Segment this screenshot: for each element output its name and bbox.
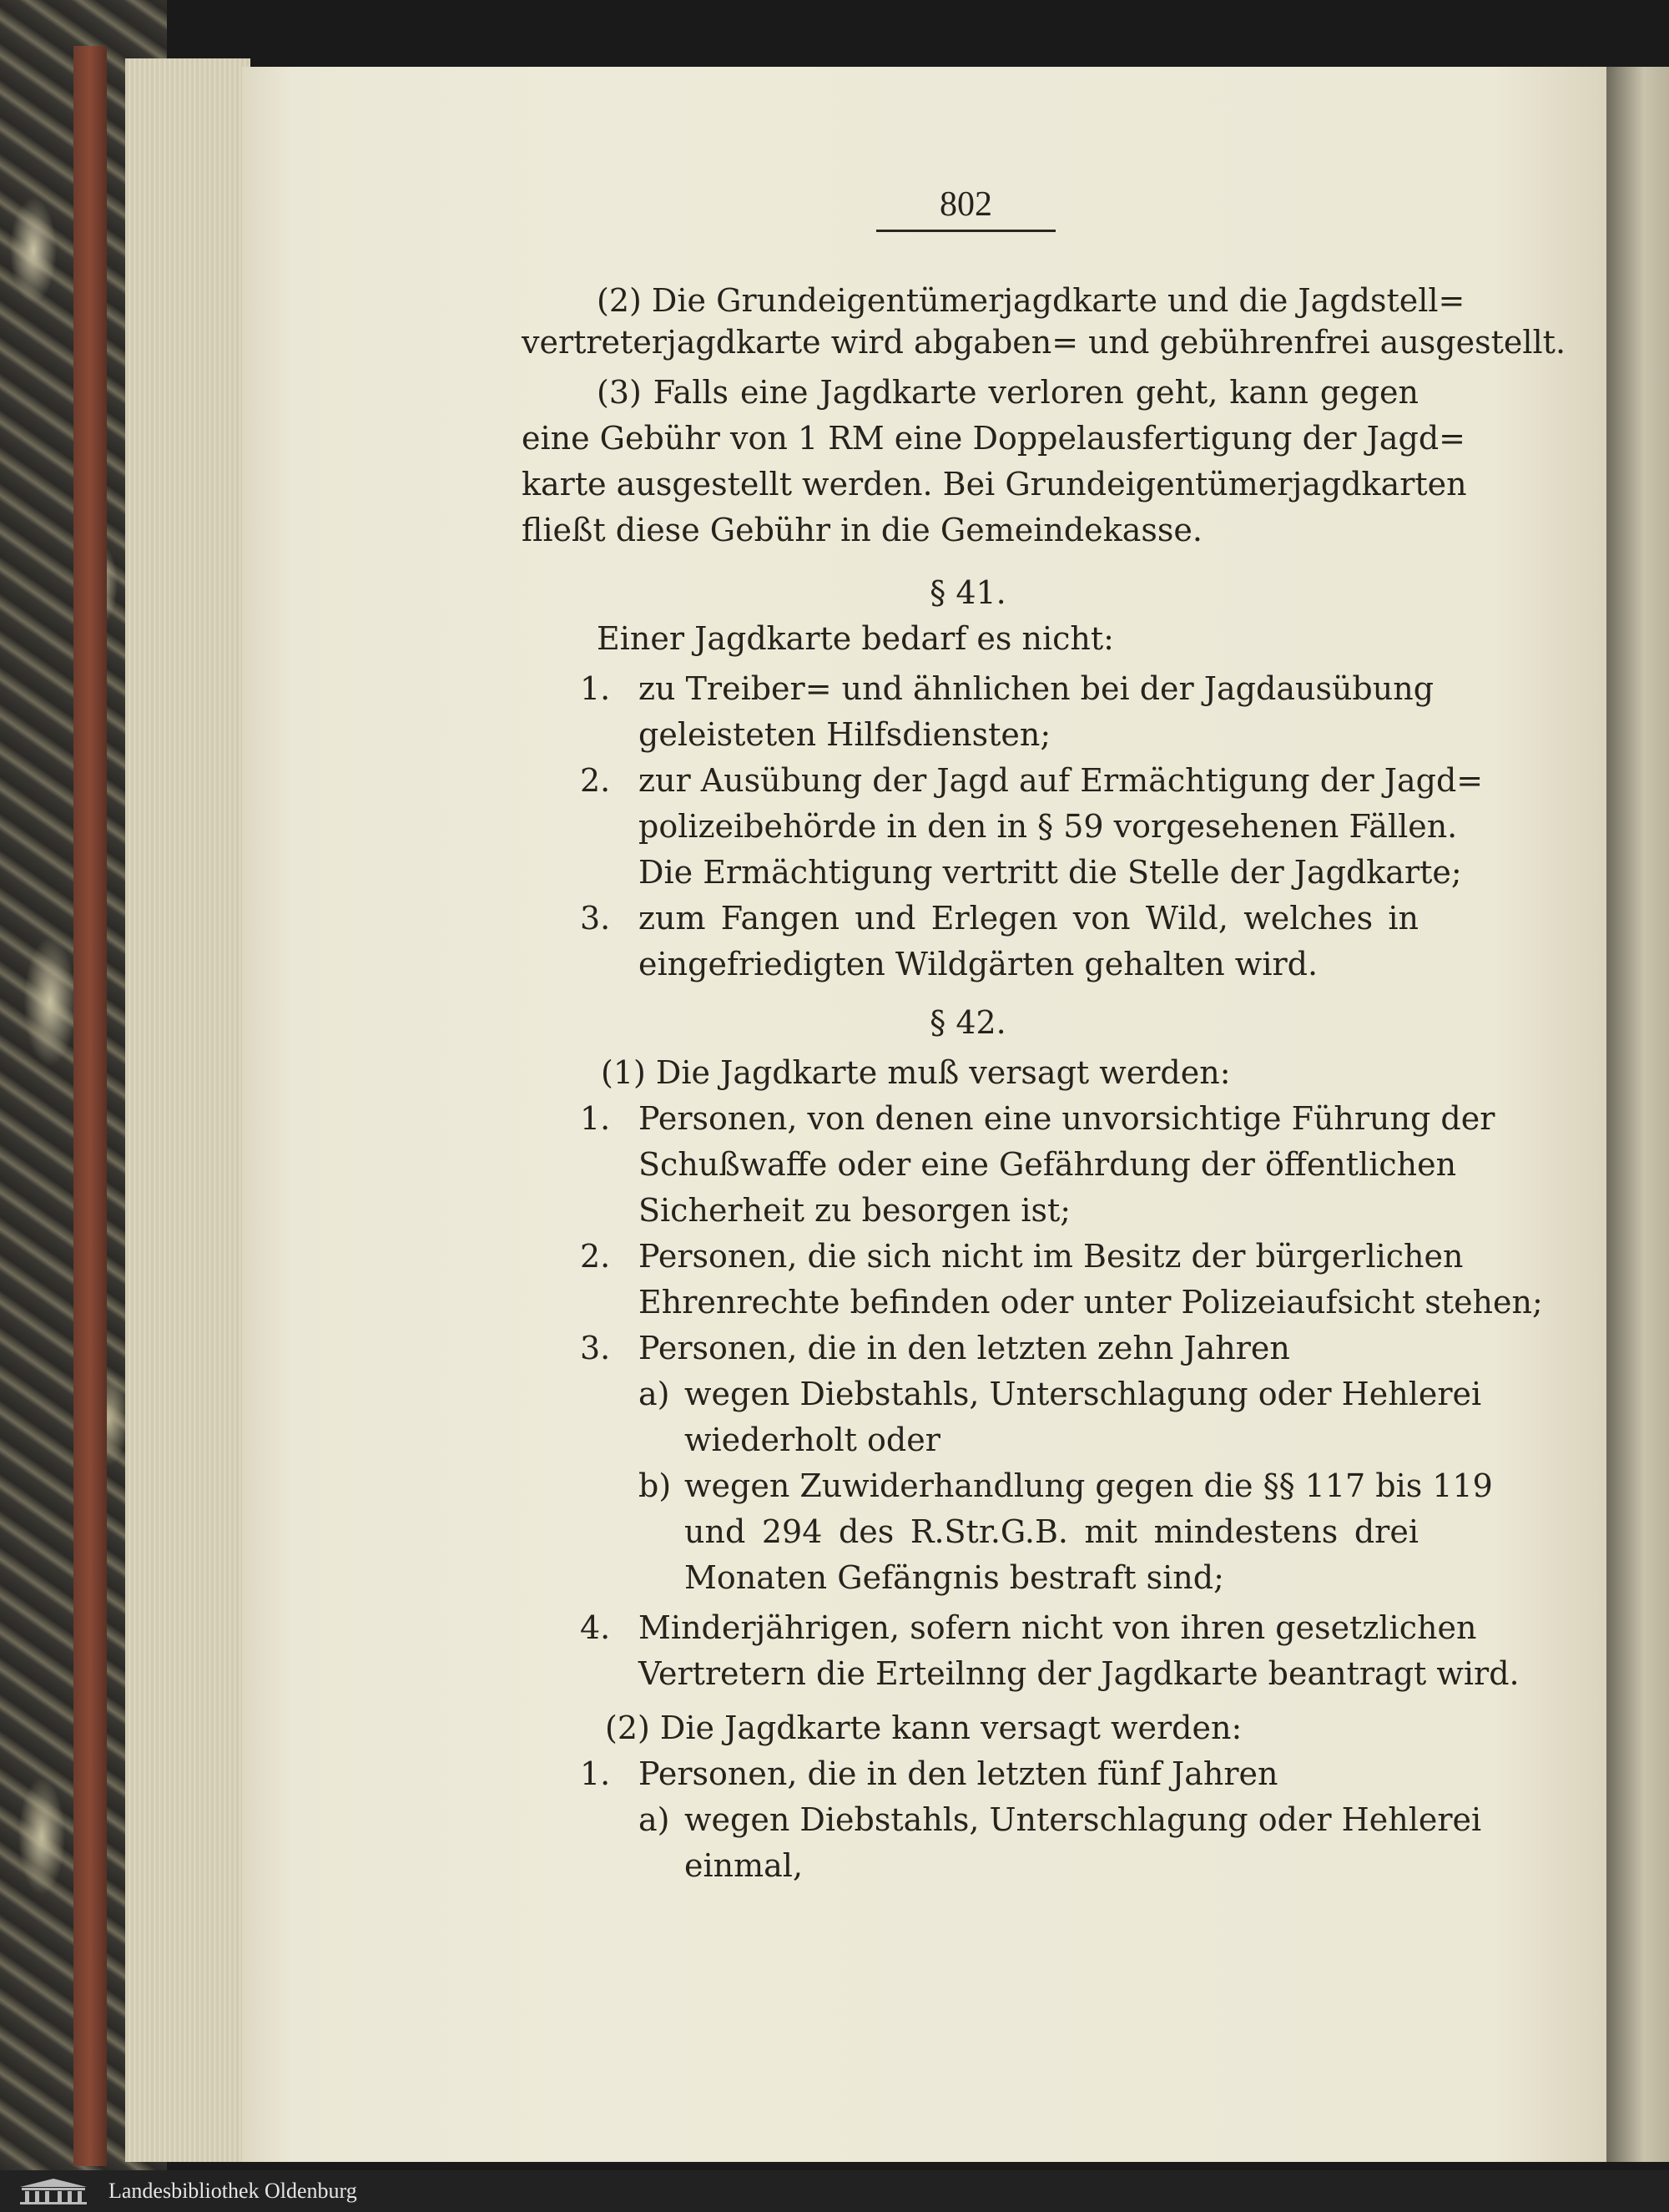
section-42-item-1-line-3: Sicherheit zu besorgen ist; bbox=[638, 1192, 1071, 1229]
section-42-item-3-number: 3. bbox=[580, 1330, 611, 1366]
section-41-item-3-line-1: zum Fangen und Erlegen von Wild, welches in bbox=[638, 900, 1419, 937]
section-42-p2-item-1-line-1: Personen, die in den letzten fünf Jahren bbox=[638, 1755, 1278, 1792]
section-41-item-2-line-1: zur Ausübung der Jagd auf Ermächtigung der Jagd= bbox=[638, 762, 1484, 799]
page-gutter bbox=[1606, 67, 1669, 2162]
section-42-item-4-line-2: Vertretern die Erteilnng der Jagdkarte beantragt wird. bbox=[638, 1655, 1520, 1692]
section-41-item-3-number: 3. bbox=[580, 900, 611, 937]
section-42-p2-item-1-number: 1. bbox=[580, 1755, 611, 1792]
section-42-item-3a-line-1: wegen Diebstahls, Unterschlagung oder Hehlerei bbox=[684, 1376, 1482, 1412]
library-building-icon bbox=[12, 2177, 95, 2205]
section-42-p1-intro: (1) Die Jagdkarte muß versagt werden: bbox=[601, 1054, 1231, 1091]
para-40-2-line-1: (2) Die Grundeigentümerjagdkarte und die Jagdstell= bbox=[597, 282, 1465, 319]
section-42-item-2-number: 2. bbox=[580, 1238, 611, 1275]
section-42-item-1-number: 1. bbox=[580, 1100, 611, 1137]
para-40-3-line-2: eine Gebühr von 1 RM eine Doppelausfertigung der Jagd= bbox=[522, 420, 1466, 457]
para-40-3-line-3: karte ausgestellt werden. Bei Grundeigentümerjagdkarten bbox=[522, 466, 1467, 502]
para-40-3-line-1: (3) Falls eine Jagdkarte verloren geht, kann gegen bbox=[597, 374, 1419, 411]
section-41-item-1-number: 1. bbox=[580, 670, 611, 707]
section-42-p2-item-1a-line-2: einmal, bbox=[684, 1847, 804, 1884]
section-41-item-2-number: 2. bbox=[580, 762, 611, 799]
section-42-heading: § 42. bbox=[930, 1004, 1006, 1041]
section-42-item-2-line-2: Ehrenrechte befinden oder unter Polizeiaufsicht stehen; bbox=[638, 1284, 1543, 1321]
section-42-item-4-line-1: Minderjährigen, sofern nicht von ihren gesetzlichen bbox=[638, 1609, 1477, 1646]
section-42-item-1-line-2: Schußwaffe oder eine Gefährdung der öffentlichen bbox=[638, 1146, 1457, 1183]
section-42-item-3a-letter: a) bbox=[638, 1376, 670, 1412]
section-42-item-4-number: 4. bbox=[580, 1609, 611, 1646]
para-40-2-line-2: vertreterjagdkarte wird abgaben= und gebührenfrei ausgestellt. bbox=[522, 324, 1566, 361]
section-42-item-3b-letter: b) bbox=[638, 1467, 672, 1504]
section-42-p2-intro: (2) Die Jagdkarte kann versagt werden: bbox=[605, 1710, 1243, 1746]
header-rule bbox=[876, 230, 1056, 232]
section-42-item-2-line-1: Personen, die sich nicht im Besitz der bürgerlichen bbox=[638, 1238, 1464, 1275]
section-42-item-3b-line-1: wegen Zuwiderhandlung gegen die §§ 117 bis 119 bbox=[684, 1467, 1493, 1504]
section-41-intro: Einer Jagdkarte bedarf es nicht: bbox=[597, 620, 1114, 657]
footer-bar bbox=[0, 2170, 1669, 2212]
para-40-3-line-4: fließt diese Gebühr in die Gemeindekasse. bbox=[522, 512, 1203, 548]
section-41-item-1-line-1: zu Treiber= und ähnlichen bei der Jagdausübung bbox=[638, 670, 1435, 707]
book-spine-edge bbox=[73, 46, 107, 2166]
section-42-item-3a-line-2: wiederholt oder bbox=[684, 1422, 940, 1458]
section-42-p2-item-1a-line-1: wegen Diebstahls, Unterschlagung oder Hehlerei bbox=[684, 1801, 1482, 1838]
section-42-item-3b-line-2: und 294 des R.Str.G.B. mit mindestens drei bbox=[684, 1513, 1419, 1550]
section-42-item-3-line-1: Personen, die in den letzten zehn Jahren bbox=[638, 1330, 1290, 1366]
section-41-item-1-line-2: geleisteten Hilfsdiensten; bbox=[638, 716, 1051, 753]
page-edges bbox=[125, 58, 250, 2162]
section-42-item-3b-line-3: Monaten Gefängnis bestraft sind; bbox=[684, 1559, 1224, 1596]
page-number: 802 bbox=[940, 185, 992, 224]
section-42-item-1-line-1: Personen, von denen eine unvorsichtige Führung der bbox=[638, 1100, 1495, 1137]
section-41-item-2-line-2: polizeibehörde in den in § 59 vorgesehenen Fällen. bbox=[638, 808, 1458, 845]
section-41-item-3-line-2: eingefriedigten Wildgärten gehalten wird. bbox=[638, 946, 1319, 982]
section-42-p2-item-1a-letter: a) bbox=[638, 1801, 670, 1838]
library-name: Landesbibliothek Oldenburg bbox=[108, 2179, 357, 2203]
section-41-item-2-line-3: Die Ermächtigung vertritt die Stelle der Jagdkarte; bbox=[638, 854, 1462, 891]
section-41-heading: § 41. bbox=[930, 574, 1006, 611]
